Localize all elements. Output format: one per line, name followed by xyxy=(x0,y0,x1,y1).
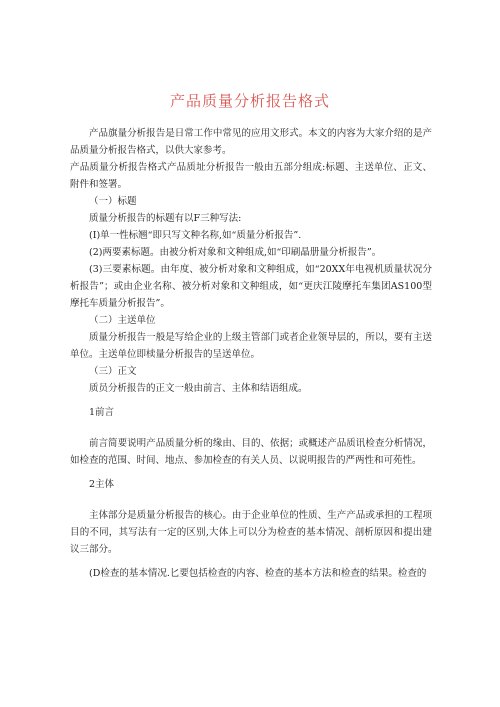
body-composition-paragraph: 质员分析报告的正文一般由前言、主体和结语组成。 xyxy=(89,383,308,394)
structure-paragraph: 产品质量分析报告格式产品质址分析报告一般由五部分组成:标题、主送单位、正文、附件和签署。 xyxy=(70,162,432,190)
section-heading-title: （一）标题 xyxy=(89,196,137,207)
recipient-paragraph: 质量分析报告一般是写给企业的上级主管部门或者企业领导层的，所以，要有主送单位。主送单位即椟量分析报告的呈送单位。 xyxy=(70,332,432,360)
two-element-title-item: (2)两要素标题。由被分析对象和文种组成,如“印刷晶册量分析报告”。 xyxy=(89,247,382,258)
intro-paragraph: 产品旗量分析报告是日常工作中常见的应用文形式。本文的内容为大家介绍的是产品质量分析报告格式，以供大家参考。 xyxy=(70,128,432,156)
document-title: 产品质量分析报告格式 xyxy=(169,92,330,110)
three-element-title-item: (3)三要素标题。由年度、被分析对象和文种组成，如“20XX年电视机质量状况分析报告”；或由企业名称、被分析对象和文种组成，如“更庆江陵摩托车集团AS100型摩托车质量分析报告”。 xyxy=(70,264,432,309)
document-body xyxy=(70,125,432,582)
subsection-heading-main: 2主体 xyxy=(89,479,115,490)
single-element-title-item: (I)单一性标翘“即只写文种名称,如“质量分析报告”. xyxy=(89,230,302,241)
title-methods-paragraph: 质量分析报告的标题有以F三种写法: xyxy=(89,213,242,224)
preface-paragraph: 前言简要说明产品质量分析的缘由、目的、依据；或概述产品质讯检查分析情况，如检查的范围、时间、地点、参加检查的有关人员、以说明报告的严两性和可苑性。 xyxy=(70,438,432,466)
section-heading-recipient: （二）主送单位 xyxy=(89,315,156,326)
inspection-situation-paragraph: (D检查的基本情况.匕要包括检查的内容、检查的基本方法和检查的结果。检查的 xyxy=(89,568,427,579)
section-heading-body: （三）正文 xyxy=(89,366,137,377)
main-body-paragraph: 主体部分是质量分析报告的核心。由于企业单位的性质、生产产品或承担的工程项目的不同，其写法有一定的区别,大体上可以分为检查的基本情况、剖析原因和提出建议三部分。 xyxy=(70,510,432,555)
subsection-heading-preface: 1前言 xyxy=(89,407,115,418)
